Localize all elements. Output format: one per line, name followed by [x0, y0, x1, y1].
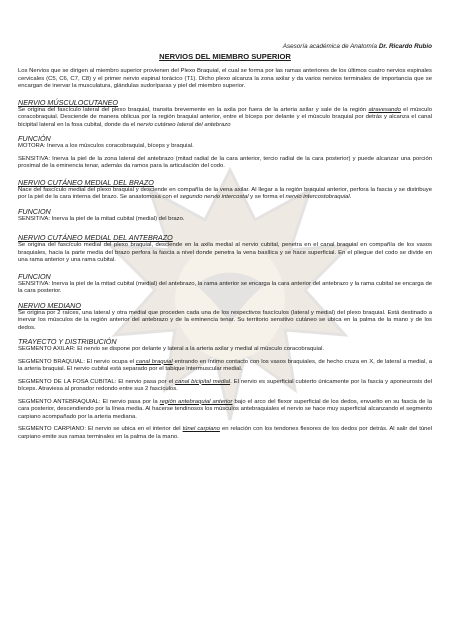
document-title: NERVIOS DEL MIEMBRO SUPERIOR	[159, 52, 291, 61]
cutaneo-medial-antebrazo-description: Se origina del fascículo medial del plexo braquial, desciende en la axila medial al nervio cubital, penetra en el canal braquial en compañía de los vasos braquiales, hacia la parte media del brazo perfora la fascia a nivel donde penetra la vena basílica y se hace superficial. En el pliegue del codo se divide en una rama anterior y una rama cubital.	[18, 242, 432, 263]
page-header	[18, 43, 432, 51]
musculocutaneo-motora: MOTORA: Inerva a los músculos coracobraquial, bíceps y braquial.	[18, 143, 194, 149]
section-heading-cutaneo-medial-brazo: NERVIO CUTÁNEO MEDIAL DEL BRAZO	[18, 177, 154, 187]
document-page	[18, 43, 432, 441]
italic-term: nervio cutáneo lateral del antebrazo	[136, 121, 231, 128]
musculocutaneo-description: Se origina del fascículo lateral del plexo braquial, transita brevemente en la axila por fuera de la arteria axilar y sale de la región atravesando el músculo coracobraquial. Desciende de manera oblicua por la región braquial anterior, entre el bíceps por delante y el músculo braquial por detrás y alcanza el canal bicipital lateral en la fosa cubital, donde da el nervio cutáneo lateral del antebrazo	[18, 106, 433, 128]
mediano-description: Se origina por 2 raíces, una lateral y otra medial que proceden cada una de los respectivos fascículos (lateral y medial) del plexo braquial. Está destinado a inervar los músculos de la región anterior del antebrazo y de la eminencia tenar. Su territorio sensitivo cutáneo se ubica en la palma de la mano y de los dedos.	[18, 309, 432, 331]
subheading-funcion: FUNCION	[18, 271, 51, 281]
cutaneo-medial-antebrazo-sensitiva: SENSITIVA: Inerva la piel de la mitad cubital (medial) del antebrazo, la rama anterior se encarga la cara anterior del antebrazo y la rama cubital se encarga de la cara posterior.	[18, 280, 432, 294]
italic-term: nervio intercostobraquial	[285, 194, 350, 200]
section-heading-musculocutaneo: NERVIO MÚSCULOCUTANEO	[18, 97, 118, 107]
cutaneo-medial-brazo-sensitiva: SENSITIVA: Inerva la piel de la mitad cubital (medial) del brazo.	[18, 215, 185, 222]
underlined-term: canal braquial	[135, 358, 173, 365]
header-author: Dr. Ricardo Rubio	[378, 43, 432, 50]
underlined-term: región antebraquial anterior	[159, 398, 233, 405]
mediano-segmento-axilar: SEGMENTO AXILAR: El nervio se dispone por delante y lateral a la arteria axilar y medial al músculo coracobraquial.	[18, 346, 325, 352]
subheading-funcion: FUNCION	[18, 206, 51, 216]
section-heading-cutaneo-medial-antebrazo: NERVIO CUTÁNEO MEDIAL DEL ANTEBRAZO	[18, 233, 173, 242]
mediano-segmento-fosa-cubital: SEGMENTO DE LA FOSA CUBITAL: El nervio pasa por el canal bicipital medial. El nervio es superficial cubierto únicamente por la fascia y aponeurosis del bíceps. Atraviesa al pronador redondo entre sus 2 fascículos.	[18, 378, 432, 392]
mediano-segmento-braquial: SEGMENTO BRAQUIAL: El nervio ocupa el canal braquial entrando en íntimo contacto con los vasos braquiales, de hecho cruza en X, de lateral a medial, a la arteria braquial. El nervio cubital está separado por el tabique intermuscular medial.	[18, 358, 432, 372]
underlined-term: canal bicipital medial	[175, 378, 231, 385]
cutaneo-medial-brazo-description: Nace del fascículo medial del plexo braquial y desciende en compañía de la vena axilar. Al llegar a la región braquial anterior, perfora la fascia y se distribuye por la piel de la cara interna del brazo. Se anastomosa con el segundo nervio intercostal y se forma el nervio intercostobraquial.	[18, 186, 432, 200]
subheading-funcion: FUNCIÓN	[18, 134, 51, 143]
mediano-segmento-antebraquial: SEGMENTO ANTEBRAQUIAL: El nervio pasa por la región antebraquial anterior bajo el arco del flexor superficial de los dedos, envuelto en su fascia de la cara posterior, descendiendo por la línea media. Al hacerse tendinosos los músculos antebraquiales el nervio se hace muy superficial alcanzando el segmento carpiano acompañado por la arteria mediana.	[18, 398, 433, 420]
subheading-trayecto: TRAYECTO Y DISTRIBUCIÓN	[18, 337, 117, 346]
intro-paragraph: Los Nervios que se dirigen al miembro superior provienen del Plexo Braquial, el cual se forma por las ramas anteriores de los últimos cuatro nervios espinales cervicales (C5, C6, C7, C8) y el primer nervio espinal torácico (T1). Dicho plexo alcanza la zona axilar y da varios nervios terminales de importancia que se encargan de inervar la musculatura, glándulas sudoríparas y piel del miembro superior.	[18, 68, 432, 89]
underlined-term: atravesando	[368, 106, 401, 113]
section-heading-mediano: NERVIO MEDIANO	[18, 300, 81, 310]
musculocutaneo-sensitiva: SENSITIVA: Inerva la piel de la zona lateral del antebrazo (mitad radial de la cara anterior, tercio radial de la cara posterior) y puede alcanzar una porción proximal de la eminencia tenar, además da ramos para la articulación del codo.	[18, 155, 432, 169]
italic-term: segundo nervio intercostal	[179, 194, 249, 200]
underlined-term: túnel carpiano	[182, 426, 220, 432]
header-prefix: Asesoría académica de Anatomía	[282, 43, 379, 50]
mediano-segmento-carpiano: SEGMENTO CARPIANO: El nervio se ubica en el interior del túnel carpiano en relación con los tendones flexores de los dedos por detrás. Al salir del túnel carpiano emite sus ramas terminales en la palma de la mano.	[18, 426, 432, 440]
